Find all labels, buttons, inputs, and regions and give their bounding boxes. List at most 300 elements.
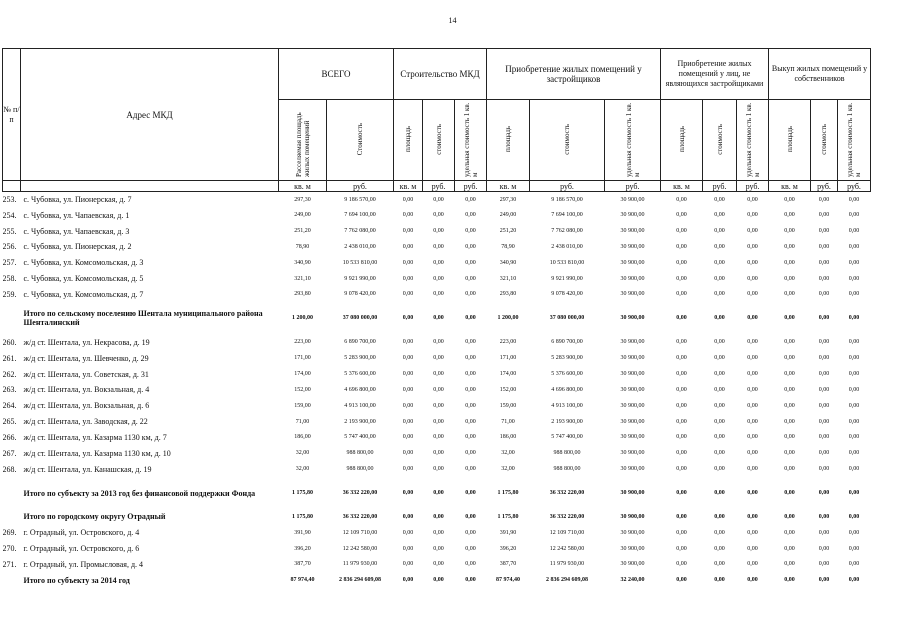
row-value: 0,00 (465, 212, 476, 219)
row-value: 9 078 420,00 (551, 291, 583, 298)
row-value: 0,00 (676, 315, 687, 322)
row-value: 0,00 (465, 561, 476, 568)
row-value: 2 836 294 609,08 (546, 577, 588, 584)
row-number: 260. (2, 337, 17, 347)
row-value: 78,90 (295, 243, 310, 250)
row-value: 5 376 600,00 (344, 371, 376, 378)
row-value: 0,00 (433, 243, 444, 250)
unit-label: руб. (530, 181, 605, 192)
subheader-unit-cost: удельная стоимость 1 кв. м (455, 100, 487, 181)
row-value: 0,00 (747, 228, 758, 235)
table-row (3, 223, 871, 239)
row-value: 0,00 (433, 434, 444, 441)
row-value: 0,00 (784, 513, 795, 520)
row-value: 249,00 (499, 212, 517, 219)
table-row (3, 557, 871, 573)
row-value: 0,00 (818, 402, 830, 409)
table-row (3, 271, 871, 287)
subheader-area: площадь (661, 100, 703, 181)
row-address: с. Чубовка, ул. Пионерская, д. 2 (23, 242, 132, 252)
row-value: 9 921 990,00 (344, 275, 376, 282)
row-value: 0,00 (747, 418, 758, 425)
row-value: 0,00 (465, 371, 476, 378)
row-address: г. Отрадный, ул. Промысловая, д. 4 (23, 559, 144, 569)
row-value: 0,00 (714, 355, 725, 362)
row-value: 0,00 (465, 196, 476, 203)
row-value: 0,00 (784, 196, 795, 203)
unit-label: руб. (703, 181, 737, 192)
row-value: 0,00 (784, 450, 795, 457)
row-value: 0,00 (714, 243, 725, 250)
row-value: 1 175,80 (497, 513, 519, 520)
row-value: 0,00 (676, 577, 687, 584)
row-value: 12 109 710,00 (342, 529, 378, 536)
row-value: 0,00 (465, 243, 476, 250)
row-value: 0,00 (848, 386, 860, 393)
row-value: 387,70 (294, 561, 311, 568)
row-value: 0,00 (818, 243, 830, 250)
row-number (3, 509, 21, 525)
table-row (3, 429, 871, 445)
row-value: 0,00 (465, 490, 476, 496)
row-address: ж/д ст. Шентала, ул. Шевченко, д. 29 (23, 353, 149, 363)
row-value: 174,00 (499, 371, 517, 378)
row-address: с. Чубовка, ул. Комсомольская, д. 3 (23, 258, 144, 268)
row-value: 0,00 (714, 490, 725, 496)
row-value: 0,00 (848, 259, 860, 266)
unit-label: кв. м (279, 181, 327, 192)
row-number: 253. (2, 195, 17, 205)
row-value: 0,00 (747, 577, 758, 584)
row-value: 0,00 (784, 371, 795, 378)
row-value: 0,00 (747, 259, 758, 266)
row-value: 0,00 (714, 561, 725, 568)
row-value: 0,00 (676, 402, 687, 409)
row-value: 0,00 (465, 355, 476, 362)
row-value: 0,00 (784, 339, 795, 346)
row-value: 1 175,80 (497, 490, 519, 496)
row-value: 0,00 (465, 386, 476, 393)
row-address: ж/д ст. Шентала, ул. Вокзальная, д. 4 (23, 385, 150, 395)
row-value: 159,00 (499, 402, 517, 409)
row-value: 0,00 (818, 490, 830, 496)
row-value: 32,00 (295, 466, 310, 473)
row-value: 0,00 (714, 513, 725, 520)
row-value: 0,00 (433, 513, 444, 520)
row-value: 0,00 (433, 275, 444, 282)
row-value: 0,00 (818, 545, 830, 552)
row-value: 30 900,00 (620, 513, 645, 520)
row-value: 2 836 294 609,08 (339, 577, 381, 584)
row-address: г. Отрадный, ул. Островского, д. 4 (23, 528, 140, 538)
row-value: 171,00 (294, 355, 311, 362)
row-value: 0,00 (784, 315, 795, 322)
row-value: 0,00 (465, 275, 476, 282)
row-value: 0,00 (402, 371, 414, 378)
row-value: 30 900,00 (620, 529, 645, 536)
row-value: 251,20 (499, 228, 517, 235)
row-value: 12 242 580,00 (342, 545, 378, 552)
row-value: 0,00 (848, 513, 860, 520)
row-value: 87 974,40 (496, 577, 520, 584)
row-number: 258. (2, 274, 17, 284)
row-number: 257. (2, 258, 17, 268)
row-number: 261. (2, 353, 17, 363)
unit-label: руб. (737, 181, 769, 192)
row-value: 1 200,00 (292, 315, 313, 322)
row-value: 0,00 (848, 434, 860, 441)
row-value: 0,00 (433, 339, 444, 346)
row-value: 5 376 600,00 (551, 371, 583, 378)
row-value: 0,00 (433, 355, 444, 362)
row-value: 0,00 (848, 529, 860, 536)
row-value: 0,00 (402, 259, 414, 266)
table-row (3, 525, 871, 541)
row-value: 0,00 (747, 450, 758, 457)
row-value: 0,00 (818, 315, 830, 322)
row-value: 0,00 (402, 228, 414, 235)
total-row (3, 477, 871, 509)
row-value: 36 332 220,00 (342, 513, 378, 520)
unit-label: кв. м (394, 181, 423, 192)
row-value: 12 109 710,00 (549, 529, 585, 536)
row-value: 0,00 (402, 545, 414, 552)
row-value: 0,00 (784, 466, 795, 473)
row-value: 0,00 (676, 212, 687, 219)
row-number: 268. (2, 464, 17, 474)
subheader-unit-cost: удельная стоимость 1 кв. м (605, 100, 661, 181)
row-value: 30 900,00 (620, 545, 645, 552)
row-value: 36 332 220,00 (342, 490, 378, 496)
row-value: 0,00 (747, 402, 758, 409)
row-value: 7 694 100,00 (551, 212, 583, 219)
total-row (3, 509, 871, 525)
table-row (3, 414, 871, 430)
row-value: 0,00 (747, 355, 758, 362)
row-value: 11 979 930,00 (549, 561, 585, 568)
header-address: Адрес МКД (21, 49, 279, 181)
row-value: 0,00 (784, 418, 795, 425)
row-value: 0,00 (818, 291, 830, 298)
row-number: 269. (2, 528, 17, 538)
row-value: 30 900,00 (620, 402, 645, 409)
row-value: 321,10 (499, 275, 517, 282)
row-value: 5 283 900,00 (551, 355, 583, 362)
row-value: 0,00 (747, 490, 758, 496)
row-value: 0,00 (784, 386, 795, 393)
row-value: 0,00 (676, 275, 687, 282)
row-value: 159,00 (294, 402, 311, 409)
row-value: 171,00 (499, 355, 517, 362)
row-value: 0,00 (402, 291, 414, 298)
row-value: 0,00 (402, 577, 414, 584)
row-address: с. Чубовка, ул. Чапаевская, д. 3 (23, 226, 130, 236)
row-value: 0,00 (465, 291, 476, 298)
row-value: 0,00 (818, 529, 830, 536)
subheader-cost: Стоимость (327, 100, 394, 181)
header-developers: Приобретение жилых помещений у застройщиков (487, 49, 661, 100)
row-value: 0,00 (402, 450, 414, 457)
row-value: 0,00 (747, 513, 758, 520)
row-value: 0,00 (848, 561, 860, 568)
row-value: 30 900,00 (620, 259, 645, 266)
subheader-cost: стоимость (423, 100, 455, 181)
row-value: 0,00 (433, 577, 444, 584)
row-value: 78,90 (501, 243, 515, 250)
row-value: 0,00 (818, 355, 830, 362)
row-value: 0,00 (784, 212, 795, 219)
row-value: 0,00 (714, 212, 725, 219)
row-value: 30 900,00 (620, 275, 645, 282)
row-value: 0,00 (848, 196, 860, 203)
subheader-area: площадь (394, 100, 423, 181)
row-address: Итого по сельскому поселению Шентала муниципального района Шенталинский (23, 309, 263, 328)
row-value: 0,00 (784, 490, 795, 496)
row-address: с. Чубовка, ул. Чапаевская, д. 1 (23, 210, 130, 220)
row-value: 0,00 (465, 339, 476, 346)
unit-label: руб. (811, 181, 838, 192)
row-value: 0,00 (676, 339, 687, 346)
row-value: 0,00 (818, 561, 830, 568)
row-value: 0,00 (465, 513, 476, 520)
row-value: 0,00 (676, 386, 687, 393)
row-value: 0,00 (784, 243, 795, 250)
row-value: 0,00 (818, 275, 830, 282)
row-value: 0,00 (433, 371, 444, 378)
table-body (3, 192, 871, 589)
table-row (3, 541, 871, 557)
row-value: 1 200,00 (497, 315, 519, 322)
row-value: 7 762 080,00 (551, 228, 583, 235)
row-value: 0,00 (784, 291, 795, 298)
row-value: 0,00 (848, 402, 860, 409)
row-value: 0,00 (818, 418, 830, 425)
row-value: 0,00 (714, 228, 725, 235)
row-value: 0,00 (714, 545, 725, 552)
row-value: 0,00 (465, 545, 476, 552)
row-value: 321,10 (294, 275, 311, 282)
row-value: 0,00 (818, 466, 830, 473)
row-value: 0,00 (848, 466, 860, 473)
row-value: 0,00 (848, 339, 860, 346)
row-value: 0,00 (714, 402, 725, 409)
row-value: 4 696 800,00 (344, 386, 376, 393)
header-construction: Строительство МКД (394, 49, 487, 100)
unit-blank (21, 181, 279, 192)
row-value: 0,00 (714, 259, 725, 266)
row-value: 30 900,00 (620, 450, 645, 457)
row-value: 0,00 (747, 386, 758, 393)
row-value: 9 078 420,00 (344, 291, 376, 298)
row-value: 0,00 (465, 529, 476, 536)
row-value: 0,00 (433, 212, 444, 219)
row-value: 0,00 (784, 434, 795, 441)
unit-label: руб. (605, 181, 661, 192)
row-value: 0,00 (714, 466, 725, 473)
row-value: 0,00 (465, 450, 476, 457)
header-non-developers: Приобретение жилых помещений у лиц, не являющихся застройщиками (661, 49, 769, 100)
row-value: 152,00 (294, 386, 311, 393)
row-value: 30 900,00 (620, 315, 645, 322)
row-value: 0,00 (714, 450, 725, 457)
row-value: 0,00 (784, 577, 795, 584)
row-value: 5 283 900,00 (344, 355, 376, 362)
row-value: 30 900,00 (620, 228, 645, 235)
row-value: 0,00 (784, 355, 795, 362)
row-value: 0,00 (818, 577, 830, 584)
row-value: 0,00 (402, 386, 414, 393)
row-value: 0,00 (402, 402, 414, 409)
row-value: 1 175,80 (292, 490, 313, 496)
row-value: 0,00 (433, 196, 444, 203)
row-address: ж/д ст. Шентала, ул. Заводская, д. 22 (23, 417, 148, 427)
row-value: 0,00 (676, 228, 687, 235)
row-value: 32,00 (501, 450, 515, 457)
row-value: 30 900,00 (620, 212, 645, 219)
row-value: 9 186 570,00 (344, 196, 376, 203)
row-value: 87 974,40 (290, 577, 315, 584)
row-value: 396,20 (294, 545, 311, 552)
row-value: 37 080 000,00 (342, 315, 378, 322)
row-value: 0,00 (676, 291, 687, 298)
row-value: 0,00 (784, 545, 795, 552)
row-value: 0,00 (433, 490, 444, 496)
row-value: 174,00 (294, 371, 311, 378)
row-value: 0,00 (714, 196, 725, 203)
row-value: 0,00 (676, 545, 687, 552)
row-address: ж/д ст. Шентала, ул. Некрасова, д. 19 (23, 337, 150, 347)
row-value: 0,00 (465, 259, 476, 266)
row-value: 30 900,00 (620, 490, 645, 496)
row-value: 0,00 (676, 418, 687, 425)
row-value: 0,00 (433, 291, 444, 298)
row-value: 0,00 (433, 402, 444, 409)
row-value: 0,00 (433, 228, 444, 235)
row-value: 0,00 (784, 228, 795, 235)
row-value: 0,00 (818, 371, 830, 378)
row-value: 0,00 (818, 228, 830, 235)
row-value: 0,00 (848, 291, 860, 298)
row-value: 32,00 (501, 466, 515, 473)
row-value: 36 332 220,00 (549, 490, 585, 496)
row-number: 259. (2, 289, 17, 299)
row-value: 0,00 (848, 228, 860, 235)
row-value: 0,00 (465, 466, 476, 473)
unit-label: руб. (327, 181, 394, 192)
row-value: 0,00 (676, 243, 687, 250)
row-address: ж/д ст. Шентала, ул. Советская, д. 31 (23, 369, 149, 379)
row-value: 0,00 (465, 402, 476, 409)
row-value: 988 800,00 (553, 450, 581, 457)
header-buyout: Выкуп жилых помещений у собственников (769, 49, 871, 100)
total-row (3, 572, 871, 588)
row-value: 223,00 (499, 339, 517, 346)
page-number: 14 (448, 16, 457, 25)
row-value: 32,00 (295, 450, 310, 457)
row-value: 186,00 (499, 434, 517, 441)
row-value: 293,80 (499, 291, 517, 298)
row-value: 0,00 (714, 339, 725, 346)
row-value: 0,00 (747, 339, 758, 346)
row-value: 0,00 (676, 561, 687, 568)
row-value: 391,90 (294, 529, 311, 536)
unit-label: кв. м (487, 181, 530, 192)
row-value: 0,00 (402, 212, 414, 219)
row-number (3, 477, 21, 509)
row-value: 0,00 (676, 434, 687, 441)
table-row (3, 192, 871, 208)
row-value: 0,00 (465, 434, 476, 441)
row-value: 340,90 (499, 259, 517, 266)
row-value: 249,00 (294, 212, 311, 219)
row-value: 2 193 900,00 (551, 418, 583, 425)
row-address: ж/д ст. Шентала, ул. Канашская, д. 19 (23, 464, 152, 474)
row-value: 36 332 220,00 (549, 513, 585, 520)
row-value: 293,80 (294, 291, 311, 298)
row-value: 0,00 (818, 434, 830, 441)
row-address: Итого по субъекту за 2013 год без финансовой поддержки Фонда (23, 488, 256, 498)
row-value: 12 242 580,00 (549, 545, 585, 552)
table-row (3, 334, 871, 350)
row-value: 6 890 700,00 (551, 339, 583, 346)
row-value: 0,00 (433, 561, 444, 568)
table-row (3, 239, 871, 255)
row-value: 0,00 (433, 386, 444, 393)
row-number: 263. (2, 385, 17, 395)
subheader-cost: стоимость (703, 100, 737, 181)
row-value: 0,00 (433, 259, 444, 266)
housing-table (2, 48, 871, 588)
row-value: 0,00 (402, 339, 414, 346)
row-value: 2 438 010,00 (551, 243, 583, 250)
row-value: 0,00 (818, 259, 830, 266)
row-address: Итого по субъекту за 2014 год (23, 575, 130, 585)
row-value: 30 900,00 (620, 196, 645, 203)
row-value: 0,00 (747, 291, 758, 298)
row-number: 267. (2, 448, 17, 458)
row-value: 0,00 (402, 434, 414, 441)
row-value: 30 900,00 (620, 466, 645, 473)
row-value: 0,00 (676, 490, 687, 496)
row-value: 0,00 (818, 513, 830, 520)
row-value: 988 800,00 (553, 466, 581, 473)
row-number: 254. (2, 210, 17, 220)
row-value: 0,00 (848, 243, 860, 250)
row-value: 6 890 700,00 (344, 339, 376, 346)
row-value: 30 900,00 (620, 243, 645, 250)
row-value: 30 900,00 (620, 386, 645, 393)
row-value: 0,00 (818, 386, 830, 393)
row-value: 0,00 (402, 418, 414, 425)
row-value: 32 240,00 (620, 577, 645, 584)
table-row (3, 255, 871, 271)
table-row (3, 207, 871, 223)
row-value: 0,00 (714, 315, 725, 322)
row-value: 4 913 100,00 (551, 402, 583, 409)
row-value: 0,00 (433, 545, 444, 552)
row-number: 270. (2, 544, 17, 554)
row-value: 0,00 (714, 529, 725, 536)
unit-label: руб. (838, 181, 871, 192)
row-number: 265. (2, 417, 17, 427)
row-value: 0,00 (676, 371, 687, 378)
row-address: ж/д ст. Шентала, ул. Казарма 1130 км, д. 10 (23, 448, 171, 458)
row-number: 271. (2, 559, 17, 569)
row-value: 5 747 400,00 (344, 434, 376, 441)
row-value: 0,00 (747, 561, 758, 568)
header-num: № п/п (3, 49, 21, 181)
row-value: 251,20 (294, 228, 311, 235)
